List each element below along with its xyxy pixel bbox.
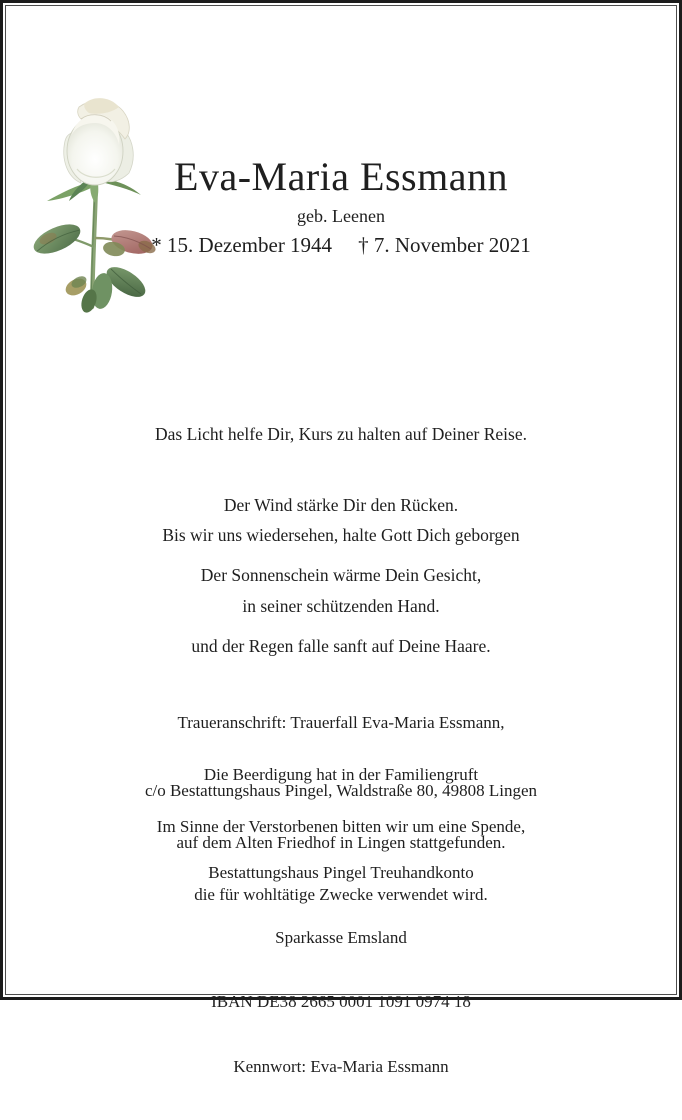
reference-keyword: Kennwort: Eva-Maria Essmann [233, 1056, 449, 1076]
burial-line: Die Beerdigung hat in der Familiengruft [203, 765, 479, 784]
death-date: † 7. November 2021 [358, 233, 531, 257]
poem-stanza-2 [3, 477, 679, 665]
birth-date: * 15. Dezember 1944 [151, 233, 333, 257]
poem-line: Der Wind stärke Dir den Rücken. [223, 494, 459, 515]
poem-line: in seiner schützenden Hand. [242, 595, 440, 616]
rose-bottom-leaves [79, 261, 151, 314]
white-rose-illustration [19, 89, 171, 311]
donation-account [3, 819, 679, 1120]
birth-name: geb. Leenen [297, 206, 385, 226]
poem-line: Bis wir uns wiedersehen, halte Gott Dich geborgen [162, 525, 520, 545]
poem-line: Der Sonnenschein wärme Dein Gesicht, [200, 565, 482, 585]
poem-line: Das Licht helfe Dir, Kurs zu halten auf Deiner Reise. [154, 424, 527, 444]
address-line: Traueranschrift: Trauerfall Eva-Maria Essmann, [177, 713, 505, 732]
donation-line: die für wohltätige Zwecke verwendet wird. [194, 884, 488, 904]
poem-line: und der Regen falle sanft auf Deine Haare. [191, 635, 491, 656]
bank-name: Sparkasse Emsland [275, 927, 407, 947]
life-dates [3, 233, 679, 258]
account-holder: Bestattungshaus Pingel Treuhandkonto [208, 863, 474, 882]
donation-line: Im Sinne der Verstorbenen bitten wir um eine Spende, [156, 817, 526, 836]
deceased-name: Eva-Maria Essmann [174, 154, 508, 199]
iban: IBAN DE38 2665 0001 1091 0974 18 [211, 992, 471, 1011]
burial-line: auf dem Alten Friedhof in Lingen stattgefunden. [176, 832, 506, 852]
address-line: c/o Bestattungshaus Pingel, Waldstraße 80, 49808 Lingen [144, 780, 538, 800]
